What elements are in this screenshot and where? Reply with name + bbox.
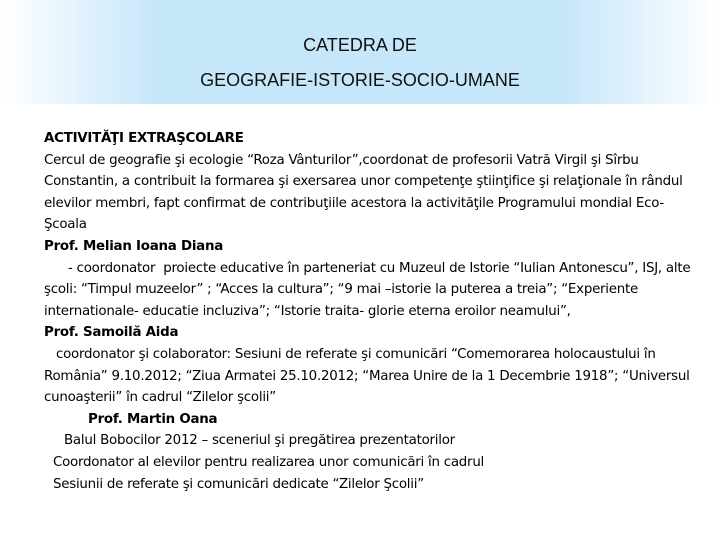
professor-name-samoila: Prof. Samoilă Aida	[44, 325, 179, 341]
paragraph-geography-club: Cercul de geografie şi ecologie “Roza Vânturilor”,coordonat de profesorii Vatră Virgil şi Sîrbu Constantin, a contribuit la formarea şi exersarea unor competenţe ştiinţifice şi relaţionale în rândul elevilor membri, fapt confirmat de contribuţiile acestora la activităţile Programului mondial Eco-Şcoala	[44, 152, 683, 233]
page-title-line-1: CATEDRA DE	[303, 35, 417, 55]
professor-name-martin: Prof. Martin Oana	[88, 411, 218, 427]
page-title-line-2: GEOGRAFIE-ISTORIE-SOCIO-UMANE	[200, 70, 520, 90]
martin-activity-line-3: Sesiunii de referate şi comunicări dedicate “Zilelor Şcolii”	[53, 476, 424, 492]
professor-activities-samoila: coordonator şi colaborator: Sesiuni de referate şi comunicări “Comemorarea holocaustului în România” 9.10.2012; “Ziua Armatei 25.10.2012; “Marea Unire de la 1 Decembrie 1918”; “Universul cunoaşterii” în cadrul “Zilelor şcolii”	[44, 346, 690, 406]
section-title: ACTIVITĂŢI EXTRAŞCOLARE	[44, 131, 244, 146]
content-body	[44, 128, 694, 495]
professor-activities-melian: - coordonator proiecte educative în parteneriat cu Muzeul de Istorie “Iulian Antonescu”, ISJ, alte şcoli: “Timpul muzeelor” ; “Acces la cultura”; “9 mai –istorie la puterea a treia”; “Experiente internationale- educatie incluziva”; “Istorie traita- glorie eterna eroilor neamului”,	[44, 260, 695, 319]
martin-activity-line-2: Coordonator al elevilor pentru realizarea unor comunicări în cadrul	[53, 454, 485, 470]
professor-name-melian: Prof. Melian Ioana Diana	[44, 238, 224, 254]
martin-activity-line-1: Balul Bobocilor 2012 – sceneriul şi pregătirea prezentatorilor	[64, 433, 455, 449]
